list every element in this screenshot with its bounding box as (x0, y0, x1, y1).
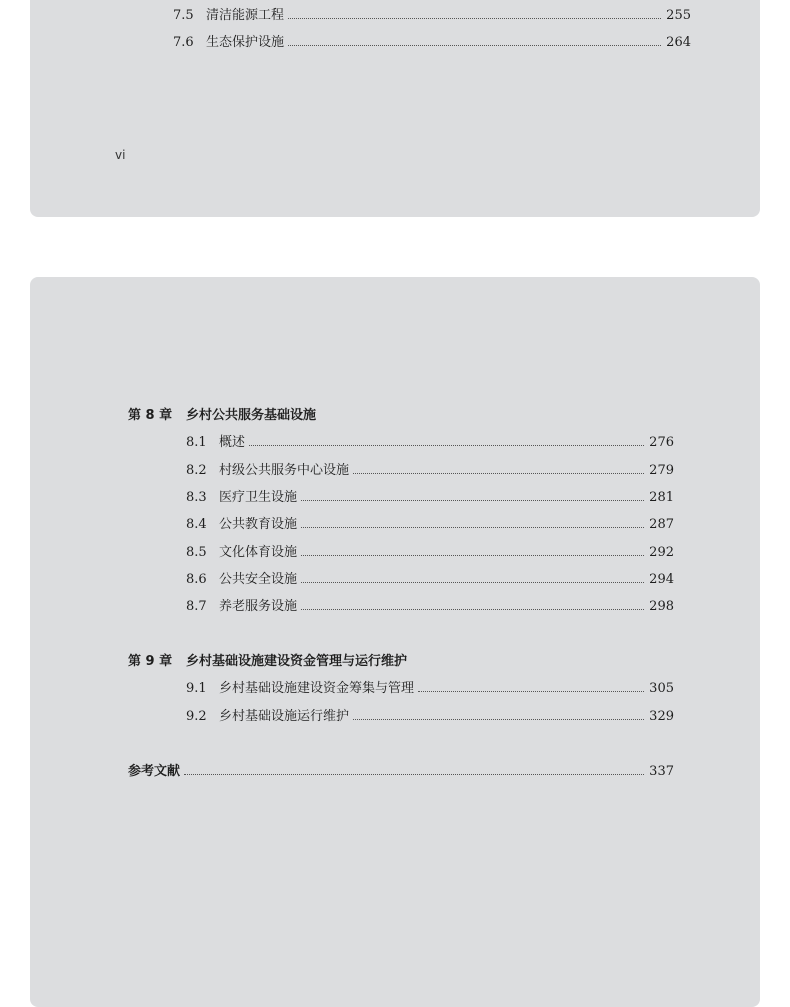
section-number: 8.1 (186, 435, 207, 450)
section-title: 概述 (219, 435, 246, 450)
page-folio: vi (115, 148, 126, 162)
page-number: 281 (649, 490, 674, 505)
page-number: 298 (649, 599, 674, 614)
dot-leader (353, 473, 644, 474)
chapter-8-heading[interactable] (128, 408, 316, 424)
page-number: 305 (649, 681, 674, 696)
dot-leader (249, 445, 644, 446)
references-title: 参考文献 (128, 764, 181, 779)
chapter-title: 乡村公共服务基础设施 (186, 408, 317, 423)
chapter-label: 第 8 章 (128, 408, 173, 423)
toc-entry-8-6[interactable] (186, 572, 674, 588)
section-number: 8.2 (186, 463, 207, 478)
chapter-label: 第 9 章 (128, 654, 173, 669)
section-number: 9.2 (186, 709, 207, 724)
section-number: 8.3 (186, 490, 207, 505)
page-number: 264 (666, 35, 691, 50)
page-number: 255 (666, 8, 691, 23)
toc-entry-8-2[interactable] (186, 463, 674, 479)
section-title: 乡村基础设施建设资金筹集与管理 (219, 681, 415, 696)
dot-leader (301, 609, 644, 610)
page-number: 279 (649, 463, 674, 478)
page-number: 294 (649, 572, 674, 587)
section-number: 8.7 (186, 599, 207, 614)
toc-entry-8-4[interactable] (186, 517, 674, 533)
toc-entry-8-7[interactable] (186, 599, 674, 615)
chapter-9-heading[interactable] (128, 654, 407, 670)
section-title: 公共安全设施 (219, 572, 298, 587)
section-title: 公共教育设施 (219, 517, 298, 532)
toc-entry-9-1[interactable] (186, 681, 674, 697)
toc-entry-references[interactable] (128, 764, 674, 780)
toc-entry-7-5[interactable] (173, 8, 691, 24)
dot-leader (288, 18, 661, 19)
dot-leader (353, 719, 644, 720)
toc-entry-9-2[interactable] (186, 709, 674, 725)
page-number: 337 (649, 764, 674, 779)
section-number: 7.5 (173, 8, 194, 23)
toc-entry-8-3[interactable] (186, 490, 674, 506)
toc-entry-8-5[interactable] (186, 545, 674, 561)
toc-entry-8-1[interactable] (186, 435, 674, 451)
toc-page (30, 277, 760, 1007)
section-title: 医疗卫生设施 (219, 490, 298, 505)
chapter-title: 乡村基础设施建设资金管理与运行维护 (186, 654, 408, 669)
section-title: 乡村基础设施运行维护 (219, 709, 350, 724)
dot-leader (418, 691, 644, 692)
page-number: 276 (649, 435, 674, 450)
page-number: 287 (649, 517, 674, 532)
dot-leader (301, 500, 644, 501)
section-title: 文化体育设施 (219, 545, 298, 560)
dot-leader (301, 582, 644, 583)
section-title: 生态保护设施 (206, 35, 285, 50)
section-number: 8.4 (186, 517, 207, 532)
section-number: 8.5 (186, 545, 207, 560)
section-number: 7.6 (173, 35, 194, 50)
section-title: 养老服务设施 (219, 599, 298, 614)
page-number: 292 (649, 545, 674, 560)
dot-leader (301, 555, 644, 556)
dot-leader (184, 774, 644, 775)
dot-leader (288, 45, 661, 46)
page-number: 329 (649, 709, 674, 724)
section-title: 村级公共服务中心设施 (219, 463, 350, 478)
toc-page-vi (30, 0, 760, 217)
section-title: 清洁能源工程 (206, 8, 285, 23)
dot-leader (301, 527, 644, 528)
section-number: 8.6 (186, 572, 207, 587)
toc-entry-7-6[interactable] (173, 35, 691, 51)
section-number: 9.1 (186, 681, 207, 696)
